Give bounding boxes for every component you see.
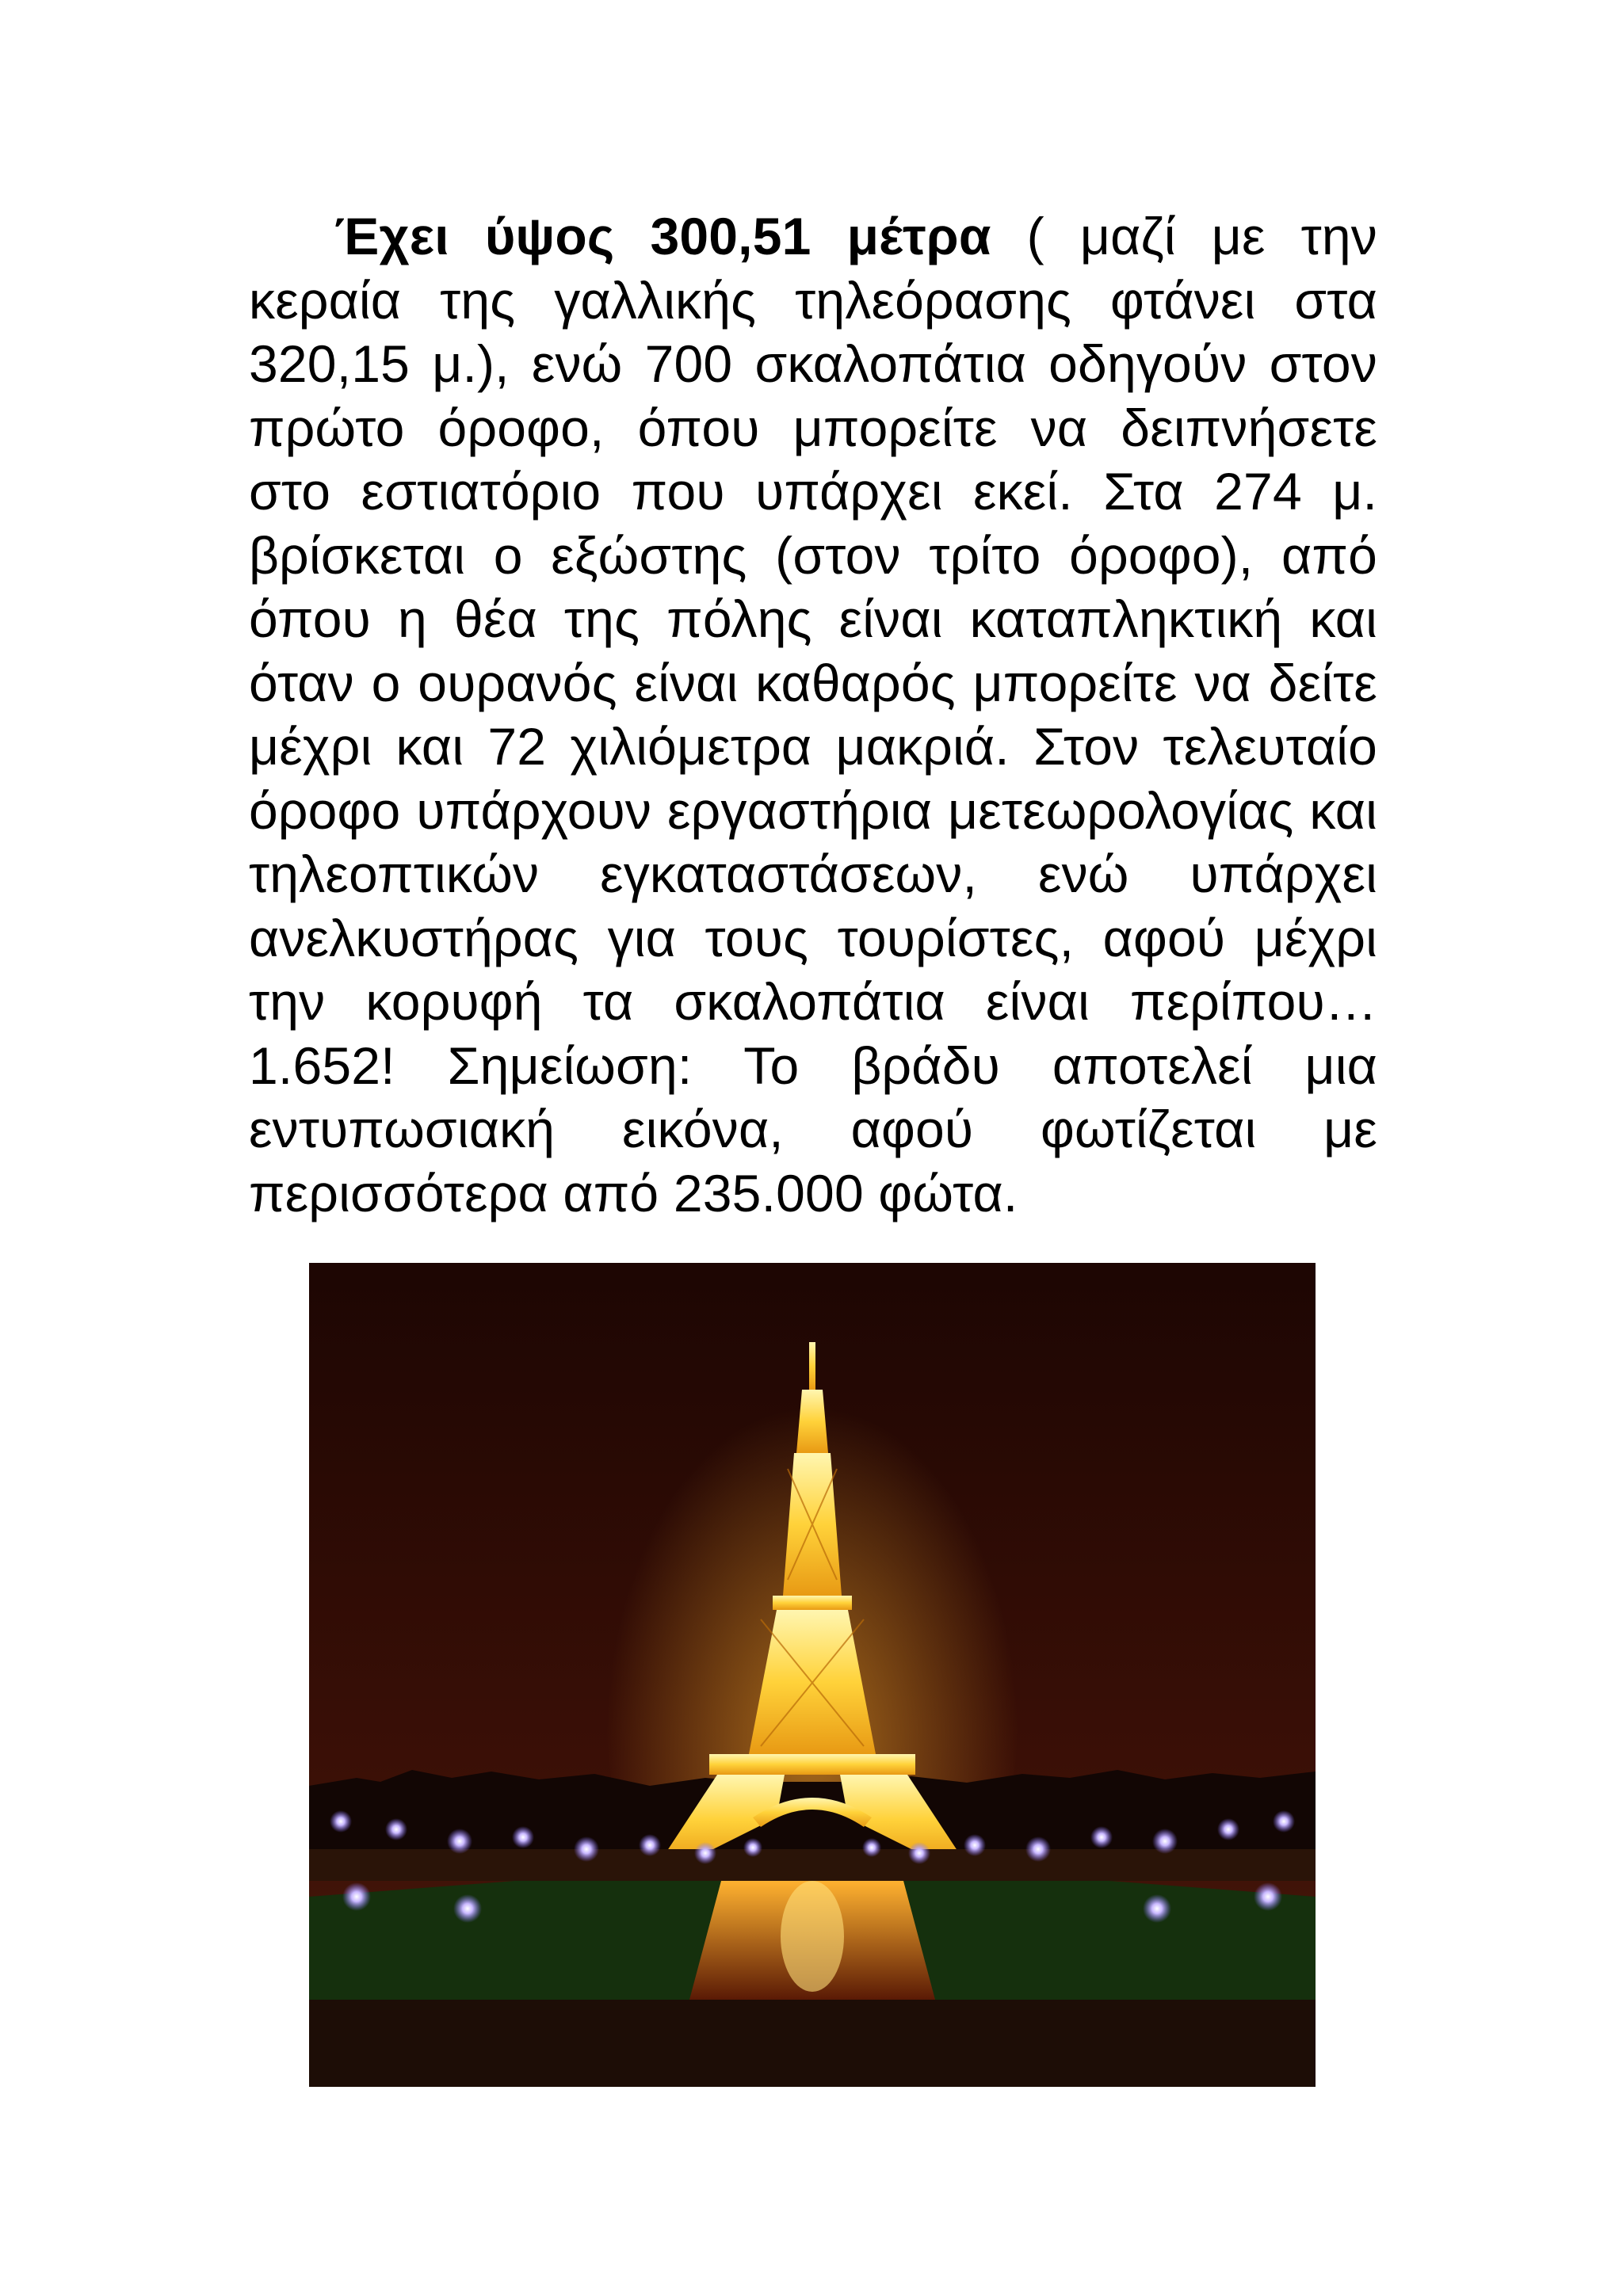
paragraph-body: ( μαζί με την κεραία της γαλλικής τηλεόρασης φτάνει στα 320,15 μ.), ενώ 700 σκαλοπάτια οδηγούν στον πρώτο όροφο, όπου μπορείτε να δειπνήσετε στο εστιατόριο που υπάρχει εκεί. Στα 274 μ. βρίσκεται ο εξώστης (στον τρίτο όροφο), από όπου η θέα της πόλης είναι καταπληκτική και όταν ο ουρανός είναι καθαρός μπορείτε να δείτε μέχρι και 72 χιλιόμετρα μακριά. Στον τελευταίο όροφο υπάρχουν εργαστήρια μετεωρολογίας και τηλεοπτικών εγκαταστάσεων, ενώ υπάρχει ανελκυστήρας για τους τουρίστες, αφού μέχρι την κορυφή τα σκαλοπάτια είναι περίπου… 1.652! Σημείωση: Το βράδυ αποτελεί μια εντυπωσιακή εικόνα, αφού φωτίζεται με περισσότερα από 235.000 φώτα. — [249, 207, 1377, 1222]
tower-reflection — [781, 1881, 844, 1992]
eiffel-tower-night-photo — [309, 1263, 1316, 2087]
foreground-basin — [309, 2000, 1316, 2087]
paragraph-lead: Έχει ύψος 300,51 μέτρα — [334, 207, 991, 265]
body-paragraph — [249, 204, 1377, 1225]
street — [309, 1849, 1316, 1881]
